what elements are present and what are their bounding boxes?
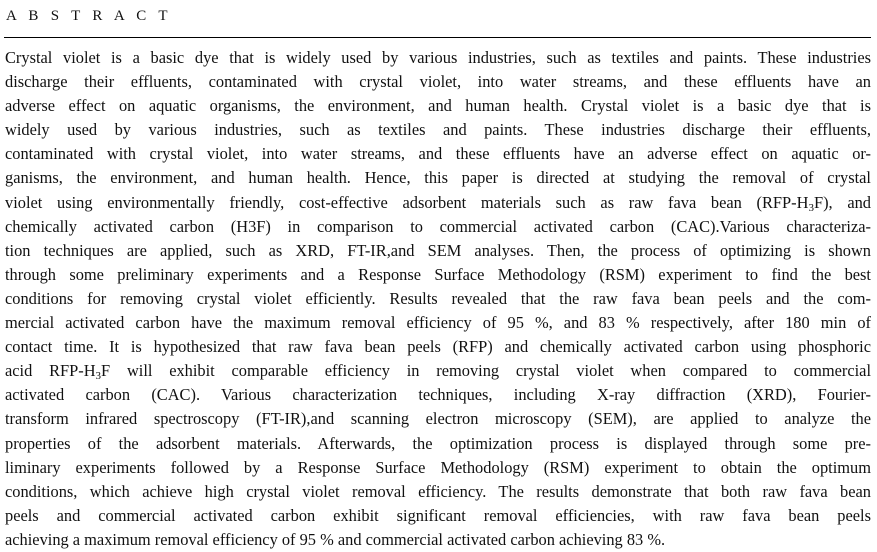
abstract-line: liminary experiments followed by a Response Surface Methodology (RSM) experiment to obtain the optimum: [5, 457, 871, 477]
abstract-line: contaminated with crystal violet, into water streams, and these effluents have an adverse effect on aquatic or-: [5, 144, 871, 164]
abstract-heading: A B S T R A C T: [6, 8, 172, 24]
abstract-line: contact time. It is hypothesized that raw fava bean peels (RFP) and chemically activated carbon using phosphoric: [5, 337, 871, 357]
abstract-text: F), and: [813, 192, 871, 212]
abstract-line: peels and commercial activated carbon exhibit significant removal efficiencies, with raw fava bean peels: [5, 505, 871, 525]
abstract-line: properties of the adsorbent materials. Afterwards, the optimization process is displayed through some pre-: [5, 433, 871, 453]
abstract-line: ganisms, the environment, and human health. Hence, this paper is directed at studying the removal of crystal: [5, 168, 871, 188]
subscript: 3: [95, 370, 102, 383]
abstract-line: conditions, which achieve high crystal violet removal efficiency. The results demonstrate that both raw fava bean: [5, 481, 871, 501]
abstract-line: through some preliminary experiments and a Response Surface Methodology (RSM) experiment to find the best: [5, 264, 871, 284]
abstract-line: [5, 191, 871, 215]
heading-divider: [4, 37, 871, 38]
abstract-text: acid RFP-H: [5, 361, 96, 381]
abstract-line: discharge their effluents, contaminated with crystal violet, into water streams, and these effluents have an: [5, 72, 871, 92]
abstract-line: activated carbon (CAC). Various characterization techniques, including X-ray diffraction (XRD), Fourier-: [5, 385, 871, 405]
abstract-line: Crystal violet is a basic dye that is widely used by various industries, such as textiles and paints. These industries: [5, 48, 871, 67]
abstract-line: tion techniques are applied, such as XRD, FT-IR,and SEM analyses. Then, the process of optimizing is shown: [5, 240, 871, 260]
abstract-line: mercial activated carbon have the maximum removal efficiency of 95 %, and 83 % respectively, after 180 min of: [5, 313, 871, 333]
abstract-line: achieving a maximum removal efficiency of 95 % and commercial activated carbon achieving 83 %.: [5, 529, 666, 549]
abstract-line: conditions for removing crystal violet efficiently. Results revealed that the raw fava bean peels and the com-: [5, 288, 871, 308]
abstract-line: [5, 359, 871, 383]
subscript: 3: [808, 201, 814, 214]
abstract-text: F will exhibit comparable efficiency in removing crystal violet when compared to commercial: [101, 361, 871, 381]
abstract-line: transform infrared spectroscopy (FT-IR),and scanning electron microscopy (SEM), are applied to analyze the: [5, 409, 871, 429]
abstract-text: violet using environmentally friendly, cost-effective adsorbent materials such as raw fava bean (RFP-H: [5, 192, 809, 212]
abstract-line: chemically activated carbon (H3F) in comparison to commercial activated carbon (CAC).Various characteriza-: [5, 216, 871, 236]
abstract-line: widely used by various industries, such as textiles and paints. These industries discharge their effluents,: [5, 120, 871, 140]
abstract-line: adverse effect on aquatic organisms, the environment, and human health. Crystal violet is a basic dye that is: [5, 96, 871, 116]
abstract-body: [5, 46, 871, 552]
